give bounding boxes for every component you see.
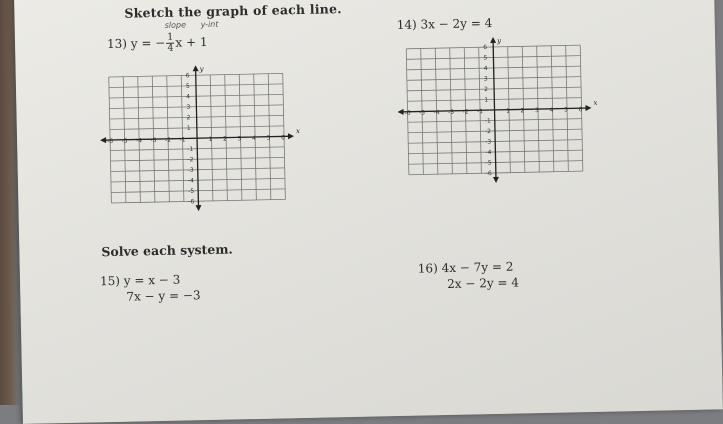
y-tick-label: 4 — [186, 93, 191, 101]
x-tick-label: 6 — [280, 134, 285, 142]
y-tick-label: -6 — [485, 170, 492, 178]
problem-14-number: 14) — [396, 17, 417, 32]
problem-16-eq2: 2x − 2y = 4 — [447, 275, 520, 291]
x-tick-label: 4 — [549, 106, 554, 114]
x-axis-label: x — [593, 98, 598, 107]
fraction-numerator: 1 — [167, 31, 174, 43]
x-axis-arrow-right — [585, 105, 591, 111]
x-tick-label: -3 — [150, 137, 157, 145]
y-axis-arrow-down — [195, 205, 201, 211]
x-tick-label: 3 — [237, 135, 242, 143]
x-tick-label: -6 — [404, 109, 411, 117]
y-tick-label: -2 — [187, 156, 194, 164]
y-tick-label: 1 — [484, 96, 489, 104]
y-tick-label: -3 — [187, 166, 194, 174]
y-tick-label: 3 — [483, 75, 488, 83]
y-tick-label: 1 — [186, 124, 191, 132]
x-tick-label: 6 — [578, 106, 583, 114]
problem-16-number: 16) — [417, 261, 438, 276]
section-title-systems: Solve each system. — [101, 241, 233, 260]
problem-15 — [100, 273, 181, 289]
y-axis-arrow-up — [193, 65, 199, 71]
x-axis-arrow-left — [100, 137, 106, 143]
y-tick-label: -5 — [188, 187, 195, 195]
y-tick-label: -4 — [187, 177, 195, 185]
worksheet-page — [14, 0, 723, 424]
problem-14-equation: 3x − 2y = 4 — [420, 15, 493, 32]
coordinate-grid-14 — [393, 36, 596, 188]
problem-13-rhs: x + 1 — [175, 34, 208, 50]
problem-14 — [397, 16, 493, 32]
problem-13 — [107, 32, 208, 55]
y-tick-label: 3 — [186, 103, 191, 111]
y-axis-arrow-up — [490, 37, 496, 43]
y-tick-label: -5 — [485, 159, 492, 167]
problem-16-eq1: 4x − 7y = 2 — [441, 259, 514, 276]
x-tick-label: 5 — [266, 134, 271, 142]
y-tick-label: -6 — [188, 198, 195, 206]
coordinate-grid-13 — [96, 64, 299, 216]
section-title-graphing: Sketch the graph of each line. — [124, 1, 342, 21]
x-axis-arrow-right — [288, 133, 294, 139]
x-tick-label: -4 — [433, 109, 440, 117]
x-tick-label: -5 — [419, 109, 426, 117]
y-tick-label: 2 — [484, 86, 489, 94]
x-tick-label: 3 — [534, 107, 539, 115]
problem-13-lhs: y = − — [130, 35, 166, 51]
y-tick-label: 6 — [185, 72, 190, 80]
x-tick-label: -5 — [121, 137, 128, 145]
problem-13-number: 13) — [106, 36, 128, 52]
handwritten-yint-note: y-int — [200, 19, 219, 30]
problem-13-fraction — [166, 33, 174, 54]
problem-16 — [418, 260, 514, 276]
x-tick-label: -2 — [165, 136, 172, 144]
y-tick-label: 5 — [185, 82, 190, 90]
y-tick-label: 5 — [483, 54, 488, 62]
y-tick-label: 6 — [483, 44, 488, 52]
x-tick-label: 2 — [520, 107, 525, 115]
x-tick-label: 5 — [563, 106, 568, 114]
problem-15-eq2: 7x − y = −3 — [126, 288, 201, 304]
x-axis-arrow-left — [397, 109, 403, 115]
x-tick-label: -6 — [107, 137, 114, 146]
x-tick-label: -2 — [462, 108, 469, 116]
x-tick-label: -3 — [448, 108, 455, 116]
y-axis-arrow-down — [493, 177, 499, 183]
y-tick-label: -3 — [485, 138, 492, 146]
y-axis-label: y — [199, 65, 204, 74]
fraction-denominator: 4 — [167, 42, 174, 54]
problem-15-eq1: y = x − 3 — [123, 272, 181, 288]
x-tick-label: 1 — [505, 107, 510, 115]
y-tick-label: -1 — [187, 145, 194, 153]
y-axis-label: y — [497, 36, 502, 45]
x-axis-label: x — [295, 127, 300, 136]
x-tick-label: -1 — [476, 108, 484, 116]
y-tick-label: 2 — [186, 114, 191, 122]
x-tick-label: 2 — [223, 135, 227, 143]
x-tick-label: 4 — [252, 134, 256, 143]
x-tick-label: -4 — [136, 137, 143, 145]
y-tick-label: -4 — [485, 149, 492, 157]
y-tick-label: -2 — [484, 128, 492, 136]
handwritten-slope-note: slope — [164, 20, 187, 30]
y-tick-label: 4 — [483, 65, 488, 73]
y-tick-label: -1 — [484, 117, 491, 125]
x-tick-label: 1 — [208, 135, 213, 143]
problem-15-number: 15) — [99, 273, 121, 289]
x-tick-label: -1 — [179, 136, 186, 144]
